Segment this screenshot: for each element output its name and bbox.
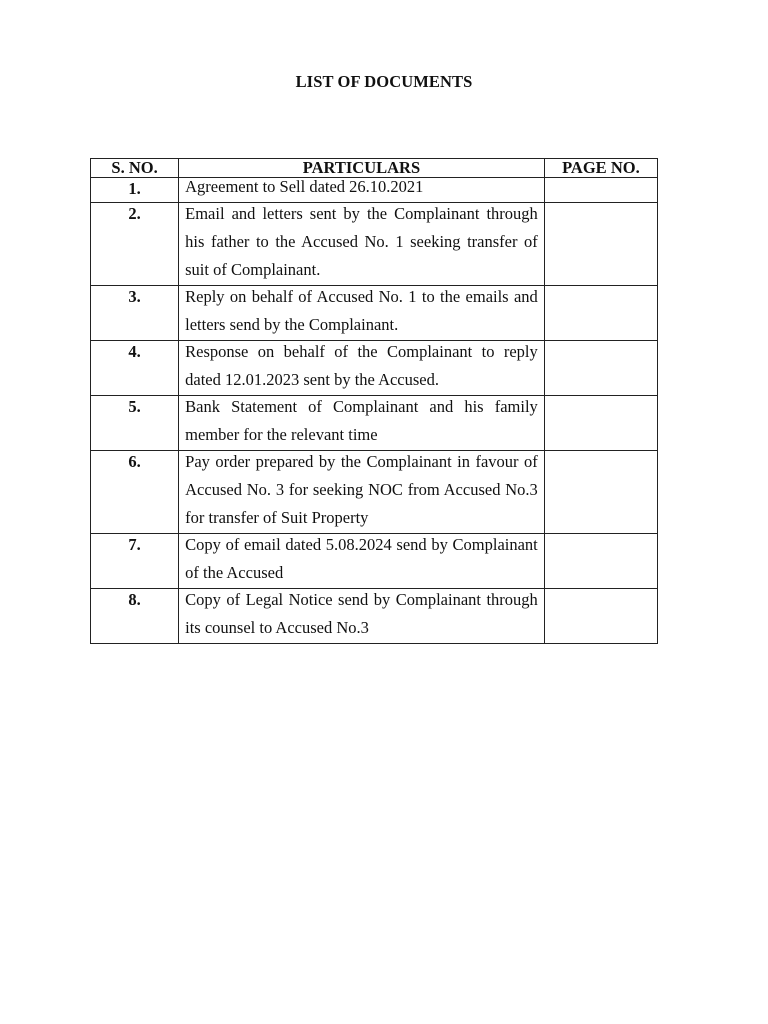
row-particulars xyxy=(179,341,545,396)
row-particulars xyxy=(179,203,545,286)
row-particulars-text: Response on behalf of the Complainant to reply dated 12.01.2023 sent by the Accused. xyxy=(185,342,538,389)
row-particulars xyxy=(179,286,545,341)
row-particulars-text: Reply on behalf of Accused No. 1 to the emails and letters send by the Complainant. xyxy=(185,287,538,334)
documents-table xyxy=(90,158,658,644)
row-sno: 4. xyxy=(91,341,179,396)
row-sno: 5. xyxy=(91,396,179,451)
row-page-no xyxy=(544,451,657,534)
row-page-no xyxy=(544,203,657,286)
row-page-no xyxy=(544,396,657,451)
row-page-no xyxy=(544,341,657,396)
row-particulars-text: Agreement to Sell dated 26.10.2021 xyxy=(185,177,424,196)
table-row xyxy=(91,396,658,451)
row-page-no xyxy=(544,286,657,341)
table-row xyxy=(91,286,658,341)
header-particulars: PARTICULARS xyxy=(179,159,545,178)
row-page-no xyxy=(544,178,657,203)
row-particulars-text: Email and letters sent by the Complainant through his father to the Accused No. 1 seeking transfer of suit of Complainant. xyxy=(185,204,538,279)
row-sno: 2. xyxy=(91,203,179,286)
row-page-no xyxy=(544,589,657,644)
row-sno: 6. xyxy=(91,451,179,534)
row-particulars xyxy=(179,396,545,451)
table-row xyxy=(91,178,658,203)
table-row xyxy=(91,589,658,644)
row-particulars-text: Pay order prepared by the Complainant in favour of Accused No. 3 for seeking NOC from Accused No.3 for transfer of Suit Property xyxy=(185,452,538,527)
row-particulars xyxy=(179,451,545,534)
row-particulars xyxy=(179,589,545,644)
row-particulars-text: Bank Statement of Complainant and his family member for the relevant time xyxy=(185,397,538,444)
row-particulars xyxy=(179,178,545,203)
row-particulars xyxy=(179,534,545,589)
row-particulars-text: Copy of Legal Notice send by Complainant through its counsel to Accused No.3 xyxy=(185,590,538,637)
row-particulars-text: Copy of email dated 5.08.2024 send by Complainant of the Accused xyxy=(185,535,538,582)
header-page-no: PAGE NO. xyxy=(544,159,657,178)
table-row xyxy=(91,451,658,534)
row-sno: 1. xyxy=(91,178,179,203)
header-sno: S. NO. xyxy=(91,159,179,178)
row-sno: 3. xyxy=(91,286,179,341)
row-sno: 8. xyxy=(91,589,179,644)
row-page-no xyxy=(544,534,657,589)
table-row xyxy=(91,341,658,396)
table-row xyxy=(91,203,658,286)
row-sno: 7. xyxy=(91,534,179,589)
table-header-row xyxy=(91,159,658,178)
table-row xyxy=(91,534,658,589)
page-title: LIST OF DOCUMENTS xyxy=(295,72,473,91)
